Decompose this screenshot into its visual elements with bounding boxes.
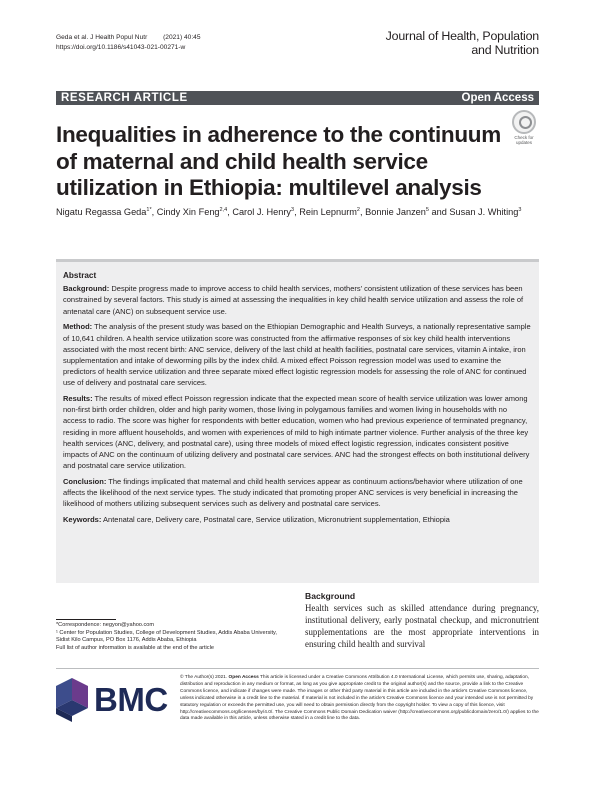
author-affiliation-mark: 2,4 (219, 207, 228, 213)
bmc-logo-text: BMC (94, 681, 168, 718)
running-header (56, 33, 201, 52)
abstract-background (63, 283, 532, 317)
author-affiliation-mark: 3 (518, 207, 522, 213)
journal-title (386, 30, 539, 57)
section-label: Method: (63, 322, 93, 332)
affiliation: ¹ Center for Population Studies, College of Development Studies, Addis Ababa University, Sidist Kilo Campus, PO Box 1176, Addis Ababa, Ethiopia (56, 629, 277, 643)
abstract-results (63, 393, 532, 471)
article-title: Inequalities in adherence to the continuum of maternal and child health service utilization in Ethiopia: multilevel analysis (56, 122, 501, 200)
license-text (180, 675, 540, 723)
check-updates-label: Check for updates (514, 135, 534, 145)
journal-title-line2: and Nutrition (471, 42, 539, 57)
check-for-updates-badge[interactable] (511, 110, 537, 146)
correspondence: *Correspondence: negyon@yahoo.com (56, 622, 155, 628)
article-type: RESEARCH ARTICLE (61, 92, 188, 104)
article-type-banner (56, 91, 539, 105)
journal-title-line1: Journal of Health, Population (385, 29, 539, 43)
running-head: Geda et al. J Health Popul Nutr (56, 34, 148, 41)
copyright: © The Author(s) 2021. (180, 675, 228, 680)
license-body: This article is licensed under a Creative Commons Attribution 4.0 International License, which permits use, sharing, adaptation, distribution and reproduction in any medium or format, as long as you give appropriate credit to the original author(s) and the source, provide a link to the Creative Commons licence, and indicate if changes were made. The images or other third party material in this article are included in the article's Creative Commons licence, unless indicated otherwise in a credit line to the material. If material is not included in the article's Creative Commons licence and your intended use is not permitted by statutory regulation or exceeds the permitted use, you will need to obtain permission directly from the copyright holder. To view a copy of this licence, visit http://creativecommons.org/licenses/by/4.0/. The Creative Commons Public Domain Dedication waiver (http://creativecommons.org/publicdomain/zero/1.0/) applies to the data made available in this article, unless otherwise stated in a credit line to the data. (180, 675, 539, 722)
section-label: Results: (63, 394, 93, 404)
bmc-logo[interactable] (56, 678, 171, 722)
abstract-heading: Abstract (63, 271, 97, 280)
section-text: The results of mixed effect Poisson regression indicate that the expected mean score of health service utilization was lower among non-first birth order children, older and high parity women, those living in polygamous families and women living in households with no access to radio. The score was higher for respondents with better education, women who had previous experience of terminated pregnancy, residing in more affluent households, and women with experiences of mild to high intimate partner violence. Further analysis of the three key health services (ANC, delivery, and postnatal care), using three models of mixed effect logistic regression, indicates consistent positive impacts of ANC on the continuum of utilizing delivery and postnatal care services. ANC had the strongest effects on both institutional delivery and postnatal care service utilization. (63, 394, 530, 471)
background-section (305, 591, 539, 650)
bmc-logo-icon (56, 678, 88, 722)
footnotes (56, 619, 282, 652)
author-name[interactable]: Bonnie Janzen (365, 207, 426, 217)
abstract-keywords (63, 514, 532, 525)
section-label: Conclusion: (63, 476, 107, 486)
author-info-note: Full list of author information is available at the end of the article (56, 644, 214, 651)
background-text: Health services such as skilled attendance during pregnancy, institutional delivery, early postnatal checkup, and micronutrient supplementations are the most appropriate interventions in ensuring child health and survival (305, 603, 539, 649)
author-list: Nigatu Regassa Geda$^{1*}$, Cindy Xin Feng$^{2,4}$, Carol J. Henry$^3$, Rein Lepnurm$^2$, Bonnie Janzen$^5$ and Susan J. Whiting$^3$ (56, 207, 522, 217)
section-label: Keywords: (63, 515, 102, 525)
section-text: Despite progress made to improve access to child health services, mothers' consistent utilization of these services has been constrained by several factors. This study is aimed at assessing the inequalities in key child health service utilization and assess the role of antenatal care (ANC) on subsequent service use. (63, 284, 524, 316)
author-affiliation-mark: 3 (291, 207, 295, 213)
background-heading: Background (305, 591, 356, 601)
section-label: Background: (63, 284, 110, 294)
author-name[interactable]: Cindy Xin Feng (156, 207, 220, 217)
section-text: Antenatal care, Delivery care, Postnatal care, Service utilization, Micronutrient supplementation, Ethiopia (103, 515, 450, 525)
section-text: The analysis of the present study was based on the Ethiopian Demographic and Health Surveys, a nationally representative sample of 10,641 children. A health service utilization score was constructed from the affirmative responses of six key child health interventions associated with the most recent birth: ANC service, delivery of the last child at health facilities, postnatal care services, vitamin A intake, iron supplementation and intake of deworming pills by the index child. A mixed effect Poisson regression model was used to examine the predictors of health service utilization and three separate mixed effect logistic regression models for assessing the role of ANC for continued use of delivery and postnatal care services. (63, 322, 531, 388)
author-name[interactable]: Rein Lepnurm (299, 207, 357, 217)
abstract-method (63, 321, 532, 388)
author-affiliation-mark: 5 (425, 207, 429, 213)
author-affiliation-mark: 2 (356, 207, 360, 213)
footnote-divider (56, 619, 116, 620)
license-open-access: Open Access (228, 675, 259, 680)
citation-year-volume: (2021) 40:45 (163, 34, 201, 41)
author-name[interactable]: Susan J. Whiting (449, 207, 519, 217)
author-name[interactable]: Carol J. Henry (232, 207, 292, 217)
author-name[interactable]: Nigatu Regassa Geda (56, 207, 147, 217)
doi-link[interactable]: https://doi.org/10.1186/s41043-021-00271-w (56, 43, 186, 51)
open-access-label: Open Access (461, 92, 534, 104)
abstract-box (56, 259, 539, 583)
abstract-conclusion (63, 476, 532, 510)
footer-divider (56, 668, 539, 669)
section-text: The findings implicated that maternal and child health services appear as continuum actions/behavior where utilization of one affects the likelihood of the next service types. The study indicated that promoting proper ANC services is very beneficial in increasing the likelihood of mothers utilizing subsequent services such as delivery and postnatal care services. (63, 476, 523, 509)
author-affiliation-mark: 1* (146, 207, 152, 213)
check-updates-icon (512, 110, 536, 134)
